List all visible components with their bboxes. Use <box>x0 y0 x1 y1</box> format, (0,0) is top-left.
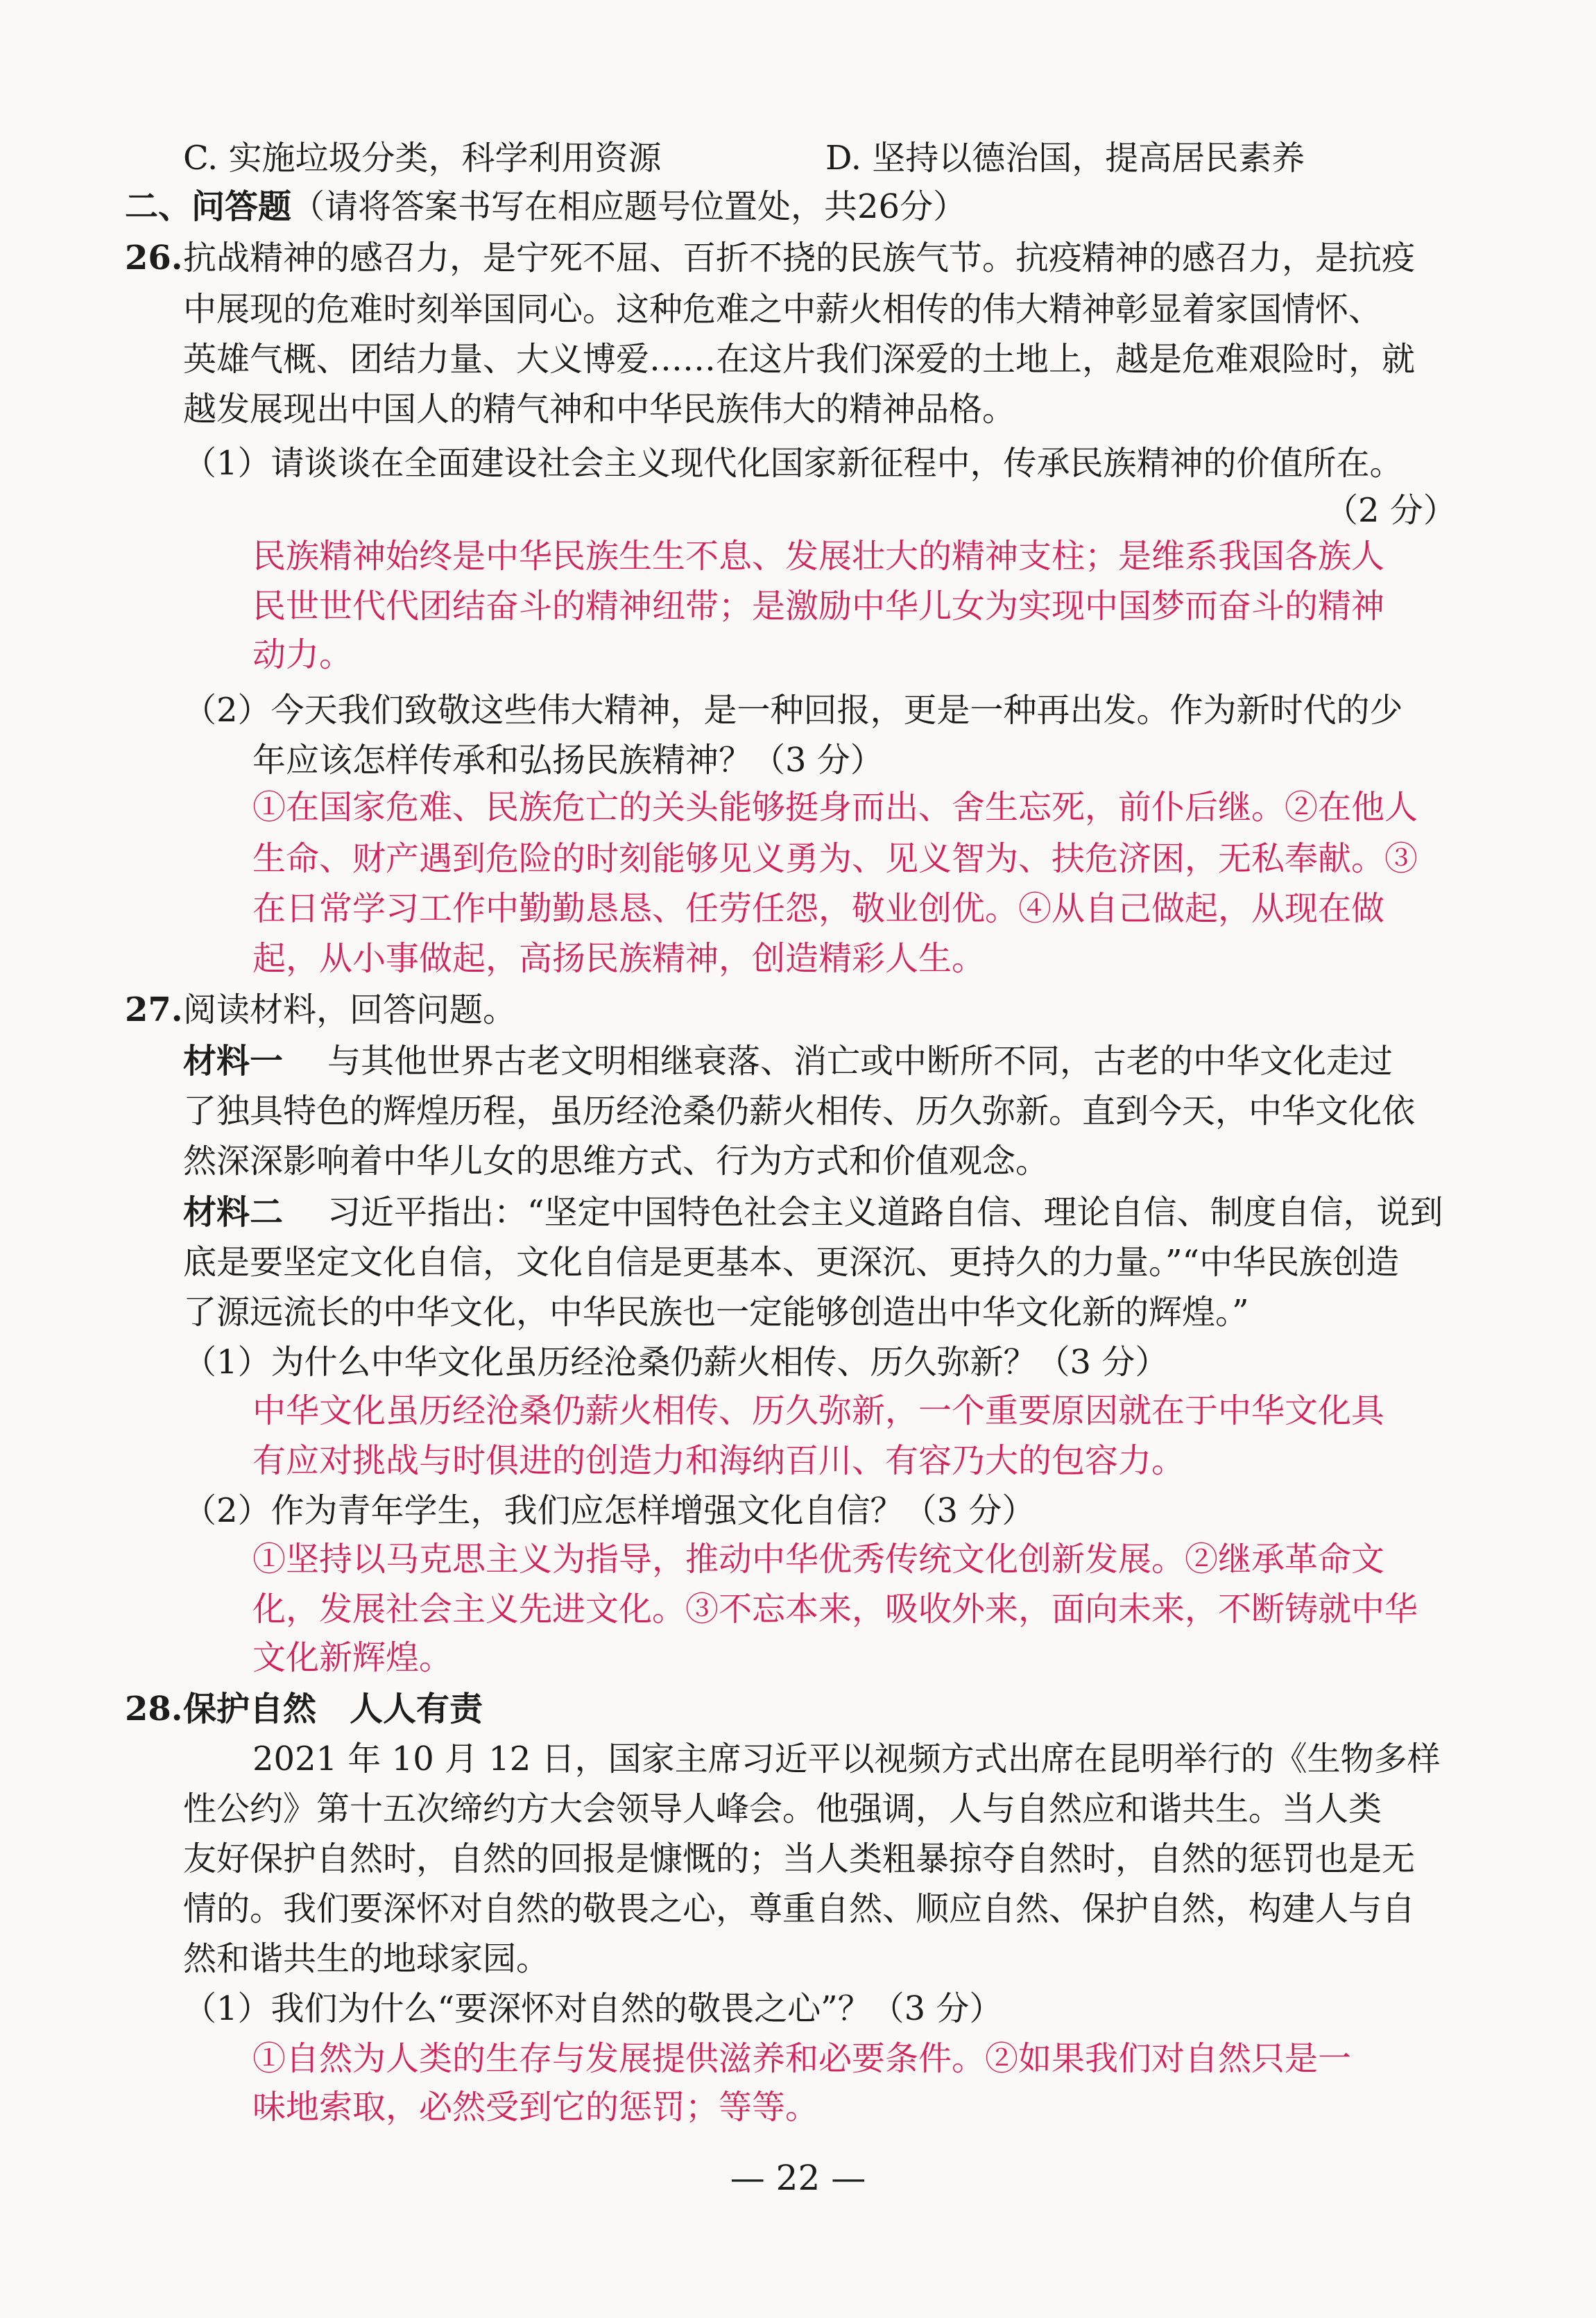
q26-sub1-question: （1）请谈谈在全面建设社会主义现代化国家新征程中，传承民族精神的价值所在。 <box>183 444 1403 483</box>
q26-sub2-answer-line: 在日常学习工作中勤勤恳恳、任劳任怨，敬业创优。④从自己做起，从现在做 <box>252 889 1385 928</box>
q27-sub2-answer-line: 化，发展社会主义先进文化。③不忘本来，吸收外来，面向未来，不断铸就中华 <box>252 1590 1418 1629</box>
q28-number: 28. <box>125 1690 183 1728</box>
q27-material1-line: 了独具特色的辉煌历程，虽历经沧桑仍薪火相传、历久弥新。直到今天，中华文化依 <box>183 1092 1416 1131</box>
q27-sub2-question: （2）作为青年学生，我们应怎样增强文化自信？（3 分） <box>183 1491 1036 1530</box>
q27-sub1-answer-line: 中华文化虽历经沧桑仍薪火相传、历久弥新，一个重要原因就在于中华文化具 <box>252 1391 1385 1430</box>
q28-stem-line: 友好保护自然时，自然的回报是慷慨的；当人类粗暴掠夺自然时，自然的惩罚也是无 <box>183 1839 1416 1878</box>
q27-material1-line: 然深深影响着中华儿女的思维方式、行为方式和价值观念。 <box>183 1142 1049 1181</box>
q26-stem-line: 中展现的危难时刻举国同心。这种危难之中薪火相传的伟大精神彰显着家国情怀、 <box>183 290 1382 329</box>
q27-material2-label: 材料二 <box>183 1193 284 1232</box>
page-number: — 22 — <box>730 2158 866 2198</box>
q28-stem-line: 2021 年 10 月 12 日，国家主席习近平以视频方式出席在昆明举行的《生物多样 <box>252 1740 1441 1778</box>
q26-sub1-answer-line: 动力。 <box>252 635 353 674</box>
q26-sub2-answer-line: 起，从小事做起，高扬民族精神，创造精彩人生。 <box>252 939 986 978</box>
q26-sub1-answer-line: 民族精神始终是中华民族生生不息、发展壮大的精神支柱；是维系我国各族人 <box>252 537 1385 576</box>
q27-intro: 阅读材料，回答问题。 <box>183 990 517 1029</box>
q26-number: 26. <box>125 239 183 277</box>
q26-stem-line: 英雄气概、团结力量、大义博爱……在这片我们深爱的土地上，越是危难艰险时，就 <box>183 340 1416 379</box>
q27-sub1-answer-line: 有应对挑战与时俱进的创造力和海纳百川、有容乃大的包容力。 <box>252 1441 1185 1480</box>
q26-sub2-question-line: 年应该怎样传承和弘扬民族精神？（3 分） <box>252 741 884 780</box>
q27-material2-line: 习近平指出：“坚定中国特色社会主义道路自信、理论自信、制度自信，说到 <box>327 1193 1443 1232</box>
q27-number: 27. <box>125 990 183 1029</box>
option-d: D. 坚持以德治国，提高居民素养 <box>825 139 1305 178</box>
q26-sub2-question-line: （2）今天我们致敬这些伟大精神，是一种回报，更是一种再出发。作为新时代的少 <box>183 691 1403 730</box>
q26-sub1-score: （2 分） <box>1325 491 1457 530</box>
section-heading <box>125 184 966 229</box>
q27-material1-label: 材料一 <box>183 1042 284 1081</box>
q28-stem-line: 情的。我们要深怀对自然的敬畏之心，尊重自然、顺应自然、保护自然，构建人与自 <box>183 1889 1416 1928</box>
q28-stem-line: 然和谐共生的地球家园。 <box>183 1939 550 1978</box>
q28-sub1-answer-line: ①自然为人类的生存与发展提供滋养和必要条件。②如果我们对自然只是一 <box>252 2039 1352 2078</box>
q28-stem-line: 性公约》第十五次缔约方大会领导人峰会。他强调，人与自然应和谐共生。当人类 <box>183 1789 1382 1828</box>
q26-sub2-answer-line: ①在国家危难、民族危亡的关头能够挺身而出、舍生忘死，前仆后继。②在他人 <box>252 788 1418 827</box>
q28-title: 保护自然 人人有责 <box>183 1690 483 1728</box>
q28-sub1-question: （1）我们为什么“要深怀对自然的敬畏之心”？（3 分） <box>183 1989 1003 2028</box>
q27-material2-line: 了源远流长的中华文化，中华民族也一定能够创造出中华文化新的辉煌。” <box>183 1293 1249 1332</box>
q27-material2-line: 底是要坚定文化自信，文化自信是更基本、更深沉、更持久的力量。”“中华民族创造 <box>183 1243 1400 1282</box>
section-title: 二、问答题 <box>125 187 292 226</box>
section-instruction: （请将答案书写在相应题号位置处，共26分） <box>291 187 967 226</box>
q27-sub2-answer-line: 文化新辉煌。 <box>252 1638 453 1677</box>
q27-sub2-answer-line: ①坚持以马克思主义为指导，推动中华优秀传统文化创新发展。②继承革命文 <box>252 1540 1385 1579</box>
q27-material1-line: 与其他世界古老文明相继衰落、消亡或中断所不同，古老的中华文化走过 <box>327 1042 1393 1081</box>
q26-sub2-answer-line: 生命、财产遇到危险的时刻能够见义勇为、见义智为、扶危济困，无私奉献。③ <box>252 839 1418 878</box>
q26-stem-line: 越发展现出中国人的精气神和中华民族伟大的精神品格。 <box>183 390 1016 429</box>
q28-sub1-answer-line: 味地索取，必然受到它的惩罚；等等。 <box>252 2088 819 2127</box>
q27-sub1-question: （1）为什么中华文化虽历经沧桑仍薪火相传、历久弥新？（3 分） <box>183 1343 1169 1382</box>
q26-stem-line: 抗战精神的感召力，是宁死不屈、百折不挠的民族气节。抗疫精神的感召力，是抗疫 <box>183 239 1416 277</box>
q26-sub1-answer-line: 民世世代代团结奋斗的精神纽带；是激励中华儿女为实现中国梦而奋斗的精神 <box>252 587 1385 626</box>
option-c: C. 实施垃圾分类，科学利用资源 <box>183 139 662 178</box>
